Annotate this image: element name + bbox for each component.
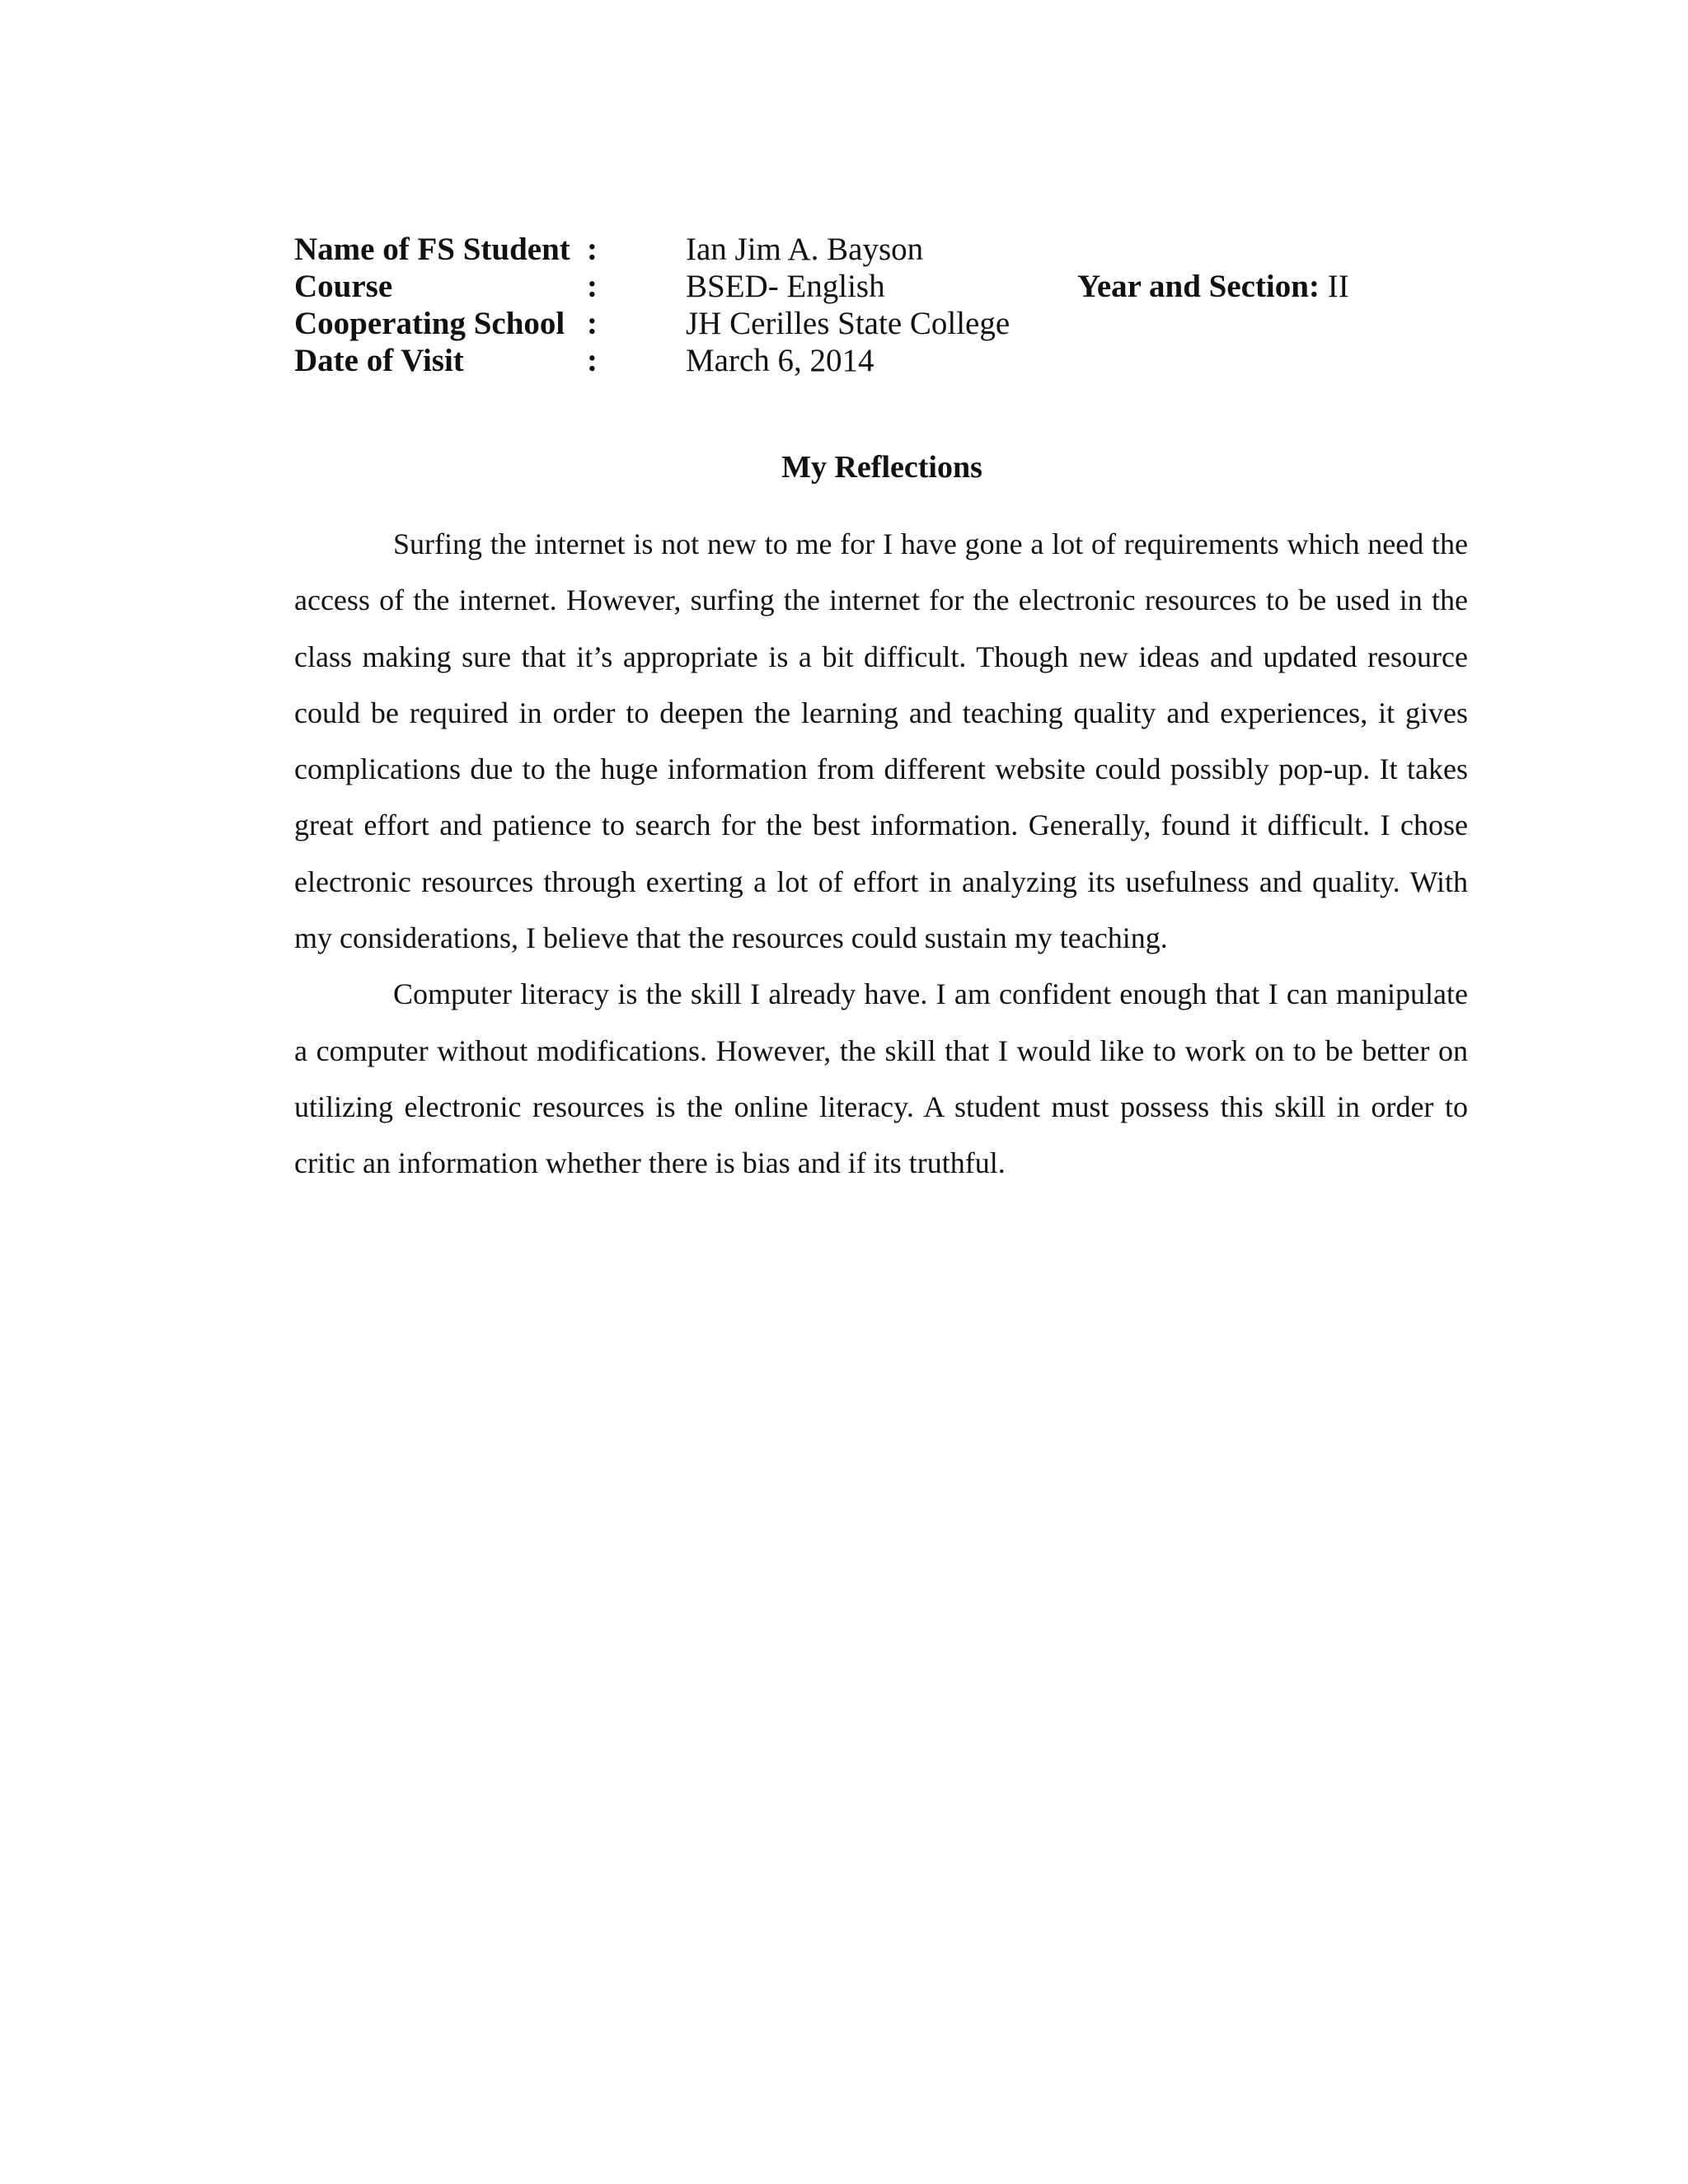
school-value: JH Cerilles State College: [686, 306, 1010, 341]
header-info: [294, 231, 1473, 379]
reflection-body: [294, 516, 1468, 1192]
header-row-school: [294, 305, 1473, 342]
page-title: My Reflections: [781, 450, 982, 485]
date-value: March 6, 2014: [686, 343, 874, 378]
date-label: Date of Visit: [294, 343, 464, 378]
school-label: Cooperating School: [294, 306, 565, 341]
colon: :: [587, 269, 598, 304]
colon: :: [587, 306, 598, 341]
course-label: Course: [294, 269, 393, 304]
year-section: [1077, 268, 1349, 305]
colon: :: [587, 343, 598, 378]
name-value: Ian Jim A. Bayson: [686, 232, 924, 267]
paragraph: Computer literacy is the skill I already have. I am confident enough that I can manipulate a computer without modifications. However, the skill that I would like to work on to be better on utilizing electronic resources is the online literacy. A student must possess this skill in order to critic an information whether there is bias and if its truthful.: [294, 977, 1468, 1180]
header-row-course: [294, 268, 1473, 305]
name-label: Name of FS Student: [294, 232, 570, 267]
year-section-value: II: [1319, 269, 1349, 304]
paragraph: Surfing the internet is not new to me for I have gone a lot of requirements which need the access of the internet. However, surfing the internet for the electronic resources to be used in the class making sure that it’s appropriate is a bit difficult. Though new ideas and updated resource could be required in order to deepen the learning and teaching quality and experiences, it gives complications due to the huge information from different website could possibly pop-up. It takes great effort and patience to search for the best information. Generally, found it difficult. I chose electronic resources through exerting a lot of effort in analyzing its usefulness and quality. With my considerations, I believe that the resources could sustain my teaching.: [294, 527, 1468, 955]
course-value: BSED- English: [686, 269, 885, 304]
year-section-label: Year and Section:: [1077, 269, 1320, 304]
header-row-student: [294, 231, 1473, 268]
header-row-date: [294, 342, 1473, 379]
colon: :: [587, 232, 598, 267]
